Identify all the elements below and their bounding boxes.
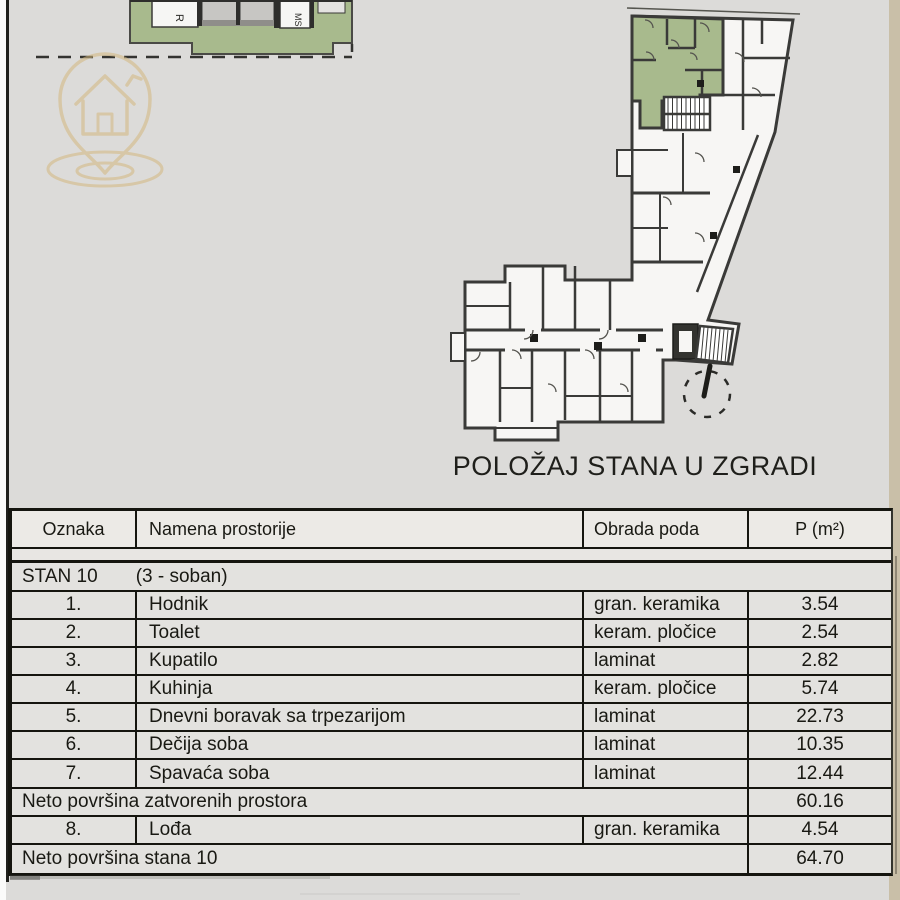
room-label-r: R <box>173 14 185 22</box>
cell-area: 12.44 <box>796 762 844 784</box>
table-row <box>12 620 891 648</box>
staircase-lower-icon <box>673 324 733 363</box>
room-label-ms: MS <box>293 13 303 27</box>
spacer-row <box>12 549 891 563</box>
building-floor-plan <box>451 8 800 440</box>
roof-edge-line <box>627 8 800 14</box>
col-header-namena: Namena prostorije <box>137 511 584 547</box>
cell-obrada: keram. pločice <box>584 676 749 702</box>
cell-area: 2.54 <box>801 622 839 643</box>
subtotal-area: 60.16 <box>796 791 844 812</box>
table-row <box>12 732 891 760</box>
cell-area: 4.54 <box>801 819 839 840</box>
total-area: 64.70 <box>796 848 844 869</box>
table-row <box>12 592 891 620</box>
cell-obrada: laminat <box>584 732 749 758</box>
subtotal-label: Neto površina zatvorenih prostora <box>12 789 749 815</box>
cell-obrada: laminat <box>584 760 749 787</box>
total-row <box>12 845 891 873</box>
scan-artifact-line <box>10 876 330 879</box>
cell-oznaka: 4. <box>12 676 137 702</box>
table-row <box>12 704 891 732</box>
cell-namena: Lođa <box>137 817 584 843</box>
col-header-area: P (m²) <box>795 518 845 539</box>
apartment-group-row <box>12 563 891 592</box>
cell-oznaka: 6. <box>12 732 137 758</box>
staircase-upper-icon <box>664 97 710 130</box>
cell-area: 3.54 <box>801 594 839 615</box>
col-header-oznaka: Oznaka <box>12 511 137 547</box>
room-schedule-table <box>8 508 893 876</box>
table-row <box>12 760 891 789</box>
scan-artifact-mark <box>10 875 40 880</box>
cell-area: 2.82 <box>801 650 839 671</box>
cell-namena: Kupatilo <box>137 648 584 674</box>
cell-oznaka: 1. <box>12 592 137 618</box>
cell-obrada: laminat <box>584 704 749 730</box>
cell-namena: Dečija soba <box>137 732 584 758</box>
cell-area: 22.73 <box>796 706 844 727</box>
cell-oznaka: 3. <box>12 648 137 674</box>
table-row <box>12 817 891 845</box>
cell-obrada: gran. keramika <box>584 817 749 843</box>
plan-title: POLOŽAJ STANA U ZGRADI <box>452 451 818 481</box>
cell-oznaka: 5. <box>12 704 137 730</box>
total-label: Neto površina stana 10 <box>12 845 749 873</box>
apartment-type: (3 - soban) <box>135 565 228 587</box>
cell-area: 5.74 <box>801 678 839 699</box>
cell-obrada: laminat <box>584 648 749 674</box>
right-strip-line <box>895 556 897 874</box>
cell-namena: Dnevni boravak sa trpezarijom <box>137 704 584 730</box>
neighbor-building-fragment <box>36 1 352 57</box>
table-header-row <box>12 511 891 549</box>
cell-namena: Spavaća soba <box>137 760 584 787</box>
subtotal-row <box>12 789 891 817</box>
table-row <box>12 648 891 676</box>
compass-icon <box>684 366 730 417</box>
col-header-obrada: Obrada poda <box>584 511 749 547</box>
cell-namena: Toalet <box>137 620 584 646</box>
cell-namena: Kuhinja <box>137 676 584 702</box>
cell-obrada: gran. keramika <box>584 592 749 618</box>
cell-oznaka: 8. <box>12 817 137 843</box>
scan-artifact-faint <box>300 893 520 895</box>
cell-oznaka: 7. <box>12 760 137 787</box>
cell-namena: Hodnik <box>137 592 584 618</box>
cell-oznaka: 2. <box>12 620 137 646</box>
logo-house-pin-icon <box>48 54 162 186</box>
cell-area: 10.35 <box>796 734 844 755</box>
cell-obrada: keram. pločice <box>584 620 749 646</box>
table-row <box>12 676 891 704</box>
apartment-name: STAN 10 <box>22 565 98 587</box>
